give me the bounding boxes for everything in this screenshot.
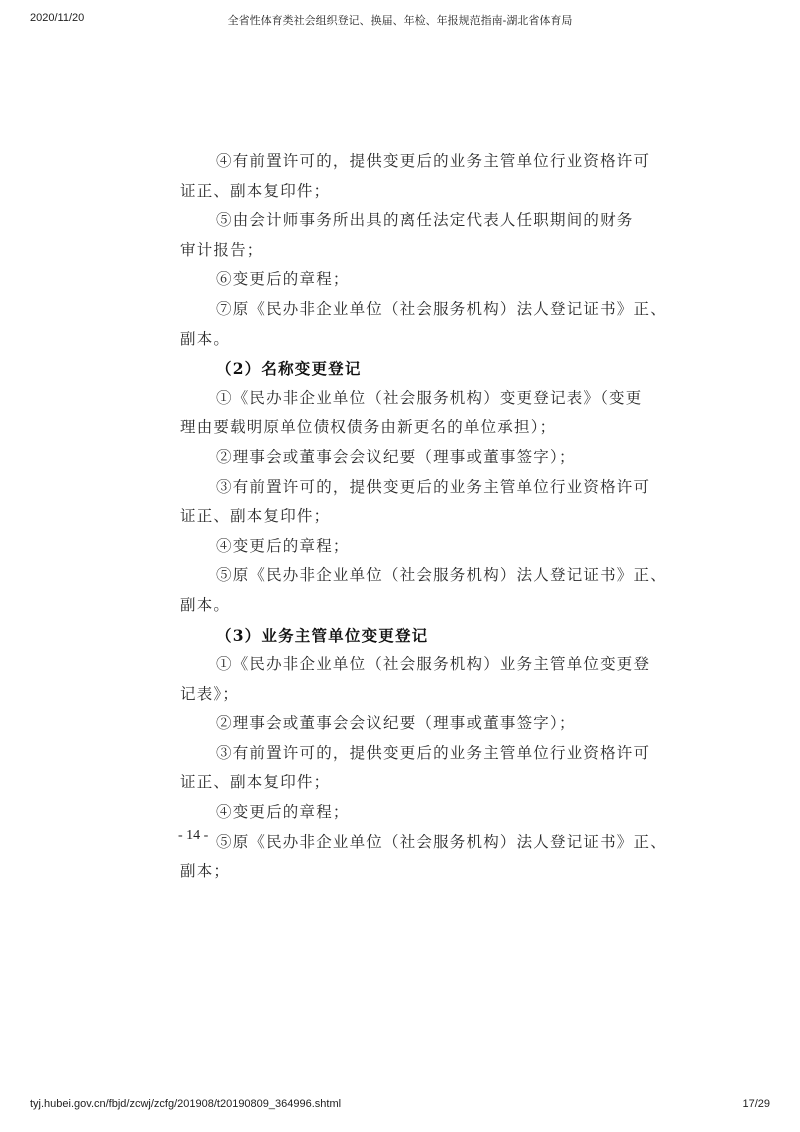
doc-line: 证正、副本复印件； (180, 181, 331, 200)
doc-line: ⑤原《民办非企业单位（社会服务机构）法人登记证书》正、 (216, 832, 667, 851)
doc-line: 副本。 (180, 329, 231, 348)
print-footer (30, 1098, 770, 1118)
doc-line: ⑥变更后的章程； (216, 270, 350, 289)
doc-line: 副本； (180, 862, 231, 881)
print-page-title: 全省性体育类社会组织登记、换届、年检、年报规范指南-湖北省体育局 (227, 15, 573, 27)
doc-line: ③有前置许可的，提供变更后的业务主管单位行业资格许可 (216, 477, 651, 496)
doc-line: ④变更后的章程； (216, 803, 350, 822)
doc-line: ⑤由会计师事务所出具的离任法定代表人任职期间的财务 (216, 211, 634, 230)
section-heading-name-change: （2）名称变更登记 (216, 359, 362, 379)
doc-line: 理由要载明原单位债权债务由新更名的单位承担）； (180, 418, 557, 437)
doc-line: ①《民办非企业单位（社会服务机构）业务主管单位变更登 (216, 655, 651, 674)
doc-line: ⑦原《民办非企业单位（社会服务机构）法人登记证书》正、 (216, 299, 667, 318)
doc-line: 副本。 (180, 595, 231, 614)
doc-line: ④有前置许可的，提供变更后的业务主管单位行业资格许可 (216, 152, 651, 170)
doc-line: ⑤原《民办非企业单位（社会服务机构）法人登记证书》正、 (216, 566, 667, 585)
doc-line: 证正、副本复印件； (180, 773, 331, 792)
print-page-count: 17/29 (742, 1098, 770, 1110)
print-header (30, 12, 770, 32)
doc-line: 记表》； (180, 684, 240, 703)
print-date: 2020/11/20 (30, 12, 85, 24)
doc-line: 审计报告； (180, 240, 264, 259)
document-body (180, 147, 667, 887)
print-url: tyj.hubei.gov.cn/fbjd/zcwj/zcfg/201908/t20190809_364996.shtml (30, 1098, 342, 1110)
doc-line: ④变更后的章程； (216, 536, 350, 555)
doc-line: ③有前置许可的，提供变更后的业务主管单位行业资格许可 (216, 743, 651, 762)
doc-line: 证正、副本复印件； (180, 507, 331, 526)
doc-line: ①《民办非企业单位（社会服务机构）变更登记表》（变更 (216, 388, 643, 407)
section-heading-supervisor-change: （3）业务主管单位变更登记 (216, 625, 429, 645)
page-number: - 14 - (178, 828, 209, 843)
doc-line: ②理事会或董事会会议纪要（理事或董事签字）； (216, 714, 576, 733)
doc-line: ②理事会或董事会会议纪要（理事或董事签字）； (216, 447, 576, 466)
